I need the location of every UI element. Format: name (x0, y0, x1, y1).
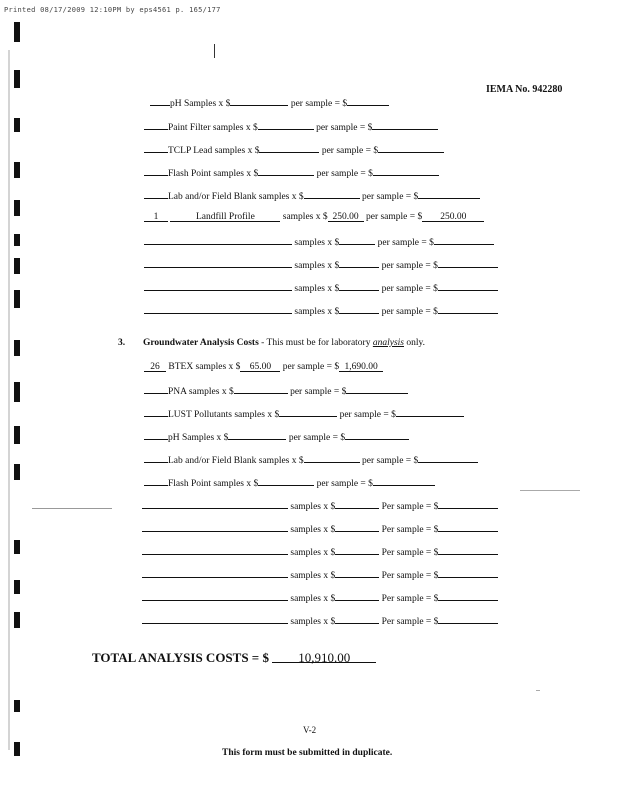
custom-samples-label: samples x $ (290, 548, 336, 558)
soil-item-label: TCLP Lead samples x $ (168, 146, 260, 156)
gw-item-label: Flash Point samples x $ (168, 479, 259, 489)
soil-unit-cost (258, 120, 314, 130)
gw-qty (144, 430, 168, 440)
footer-note: This form must be submitted in duplicate. (222, 748, 393, 758)
section-title: Groundwater Analysis Costs (143, 338, 259, 348)
form-id: IEMA No. 942280 (486, 84, 563, 95)
custom-qty: 1 (144, 212, 168, 222)
soil-unit-cost (230, 96, 288, 106)
soil-row-tclp (144, 143, 444, 156)
custom-unit-cost (339, 258, 379, 268)
gw-qty (144, 407, 168, 417)
gw-unit-cost (304, 453, 360, 463)
custom-total (438, 568, 498, 578)
gw-item-label: LUST Pollutants samples x $ (168, 410, 280, 420)
scan-mark (14, 200, 20, 216)
custom-mid-label: Per sample = $ (381, 548, 439, 558)
soil-row-paint-filter (144, 120, 438, 133)
gw-total (345, 430, 409, 440)
gw-custom-row (142, 568, 498, 581)
custom-mid-label: per sample = $ (381, 261, 438, 271)
custom-samples-label: samples x $ (290, 525, 336, 535)
section-desc-suffix: only. (404, 338, 426, 348)
section-desc-prefix: - This must be for laboratory (258, 338, 373, 348)
custom-samples-label: samples x $ (290, 502, 336, 512)
custom-samples-label: samples x $ (294, 261, 340, 271)
custom-mid-label: per sample = $ (377, 238, 434, 248)
scan-mark (14, 612, 20, 628)
gw-qty (144, 453, 168, 463)
soil-custom-row (144, 304, 498, 317)
gw-custom-row (142, 614, 498, 627)
soil-qty (150, 96, 170, 106)
total-analysis-costs (92, 650, 376, 666)
soil-mid-label: per sample = $ (362, 192, 419, 202)
gw-unit-cost (234, 384, 288, 394)
scan-mark (14, 540, 20, 554)
soil-unit-cost (304, 189, 360, 199)
scan-mark (14, 162, 20, 178)
scan-mark (14, 118, 20, 132)
soil-row-blank (144, 189, 480, 202)
gw-mid-label: per sample = $ (339, 410, 396, 420)
custom-name: Landfill Profile (170, 212, 280, 222)
scan-mark (214, 44, 215, 58)
custom-name (144, 281, 292, 291)
print-stamp: Printed 08/17/2009 12:10PM by eps4561 p. 165/177 (4, 6, 221, 14)
gw-row-btex (144, 362, 383, 372)
gw-custom-row (142, 499, 498, 512)
soil-unit-cost (258, 166, 314, 176)
custom-unit-cost (335, 614, 379, 624)
soil-row-ph (150, 96, 389, 109)
gw-custom-row (142, 545, 498, 558)
custom-total (438, 499, 498, 509)
gw-unit-cost (228, 430, 286, 440)
soil-qty (144, 189, 168, 199)
page-number: V-2 (303, 725, 317, 735)
custom-unit-cost (335, 522, 379, 532)
custom-mid-label: Per sample = $ (381, 594, 439, 604)
gw-mid-label: per sample = $ (316, 479, 373, 489)
soil-mid-label: per sample = $ (290, 99, 348, 109)
custom-name (144, 258, 292, 268)
custom-samples-label: samples x $ (294, 307, 340, 317)
custom-total (438, 591, 498, 601)
custom-samples-label: samples x $ (290, 594, 336, 604)
gw-qty: 26 (144, 362, 166, 372)
custom-unit-cost (335, 545, 379, 555)
custom-mid-label: per sample = $ (381, 284, 438, 294)
custom-name (142, 545, 288, 555)
custom-name (142, 499, 288, 509)
gw-row-flash-point (144, 476, 435, 489)
custom-name (142, 568, 288, 578)
soil-total (347, 96, 389, 106)
gw-total (373, 476, 435, 486)
gw-row-ph (144, 430, 409, 443)
custom-name (144, 235, 292, 245)
gw-mid-label: per sample = $ (282, 362, 340, 372)
custom-unit-cost (339, 235, 375, 245)
custom-name (142, 591, 288, 601)
custom-name (142, 522, 288, 532)
soil-item-label: pH Samples x $ (170, 99, 231, 109)
custom-total (434, 235, 494, 245)
custom-samples-label: samples x $ (294, 238, 340, 248)
scan-mark (520, 490, 580, 491)
custom-mid-label: per sample = $ (365, 212, 423, 222)
custom-samples-label: samples x $ (282, 212, 328, 222)
gw-row-lust (144, 407, 464, 420)
soil-item-label: Lab and/or Field Blank samples x $ (168, 192, 304, 202)
custom-total (438, 614, 498, 624)
custom-samples-label: samples x $ (290, 617, 336, 627)
scan-mark (14, 700, 20, 712)
gw-qty (144, 384, 168, 394)
gw-mid-label: per sample = $ (288, 433, 346, 443)
gw-unit-cost (258, 476, 314, 486)
gw-unit-cost (279, 407, 337, 417)
soil-custom-row (144, 281, 498, 294)
soil-total (373, 166, 439, 176)
custom-mid-label: Per sample = $ (381, 617, 439, 627)
custom-total: 250.00 (422, 212, 484, 222)
scan-mark (14, 22, 20, 42)
gw-total (396, 407, 464, 417)
soil-mid-label: per sample = $ (316, 123, 373, 133)
custom-samples-label: samples x $ (290, 571, 336, 581)
soil-qty (144, 166, 168, 176)
gw-total: 1,690.00 (339, 362, 383, 372)
custom-total (438, 304, 498, 314)
soil-custom-row (144, 235, 494, 248)
scan-mark (14, 580, 20, 594)
gw-custom-row (142, 522, 498, 535)
custom-total (438, 545, 498, 555)
scan-mark (14, 742, 20, 756)
custom-total (438, 281, 498, 291)
scan-mark (14, 70, 20, 88)
custom-total (438, 522, 498, 532)
custom-unit-cost (335, 591, 379, 601)
soil-custom-row (144, 212, 484, 222)
soil-row-flash-point (144, 166, 439, 179)
scan-mark (14, 290, 20, 308)
gw-item-label: BTEX samples x $ (168, 362, 241, 372)
soil-item-label: Paint Filter samples x $ (168, 123, 258, 133)
scan-mark (14, 258, 20, 274)
custom-unit-cost (339, 281, 379, 291)
scan-edge (8, 50, 10, 750)
custom-mid-label: Per sample = $ (381, 525, 439, 535)
gw-total (346, 384, 408, 394)
gw-mid-label: per sample = $ (362, 456, 419, 466)
custom-total (438, 258, 498, 268)
soil-mid-label: per sample = $ (321, 146, 379, 156)
custom-mid-label: per sample = $ (381, 307, 438, 317)
gw-unit-cost: 65.00 (240, 362, 280, 372)
custom-unit-cost (339, 304, 379, 314)
gw-mid-label: per sample = $ (290, 387, 347, 397)
gw-qty (144, 476, 168, 486)
scan-mark (32, 508, 112, 509)
gw-item-label: PNA samples x $ (168, 387, 234, 397)
custom-name (144, 304, 292, 314)
gw-total (418, 453, 478, 463)
total-value: 10,910.00 (272, 650, 376, 663)
soil-mid-label: per sample = $ (316, 169, 373, 179)
section-desc-emph: analysis (372, 338, 404, 348)
soil-total (418, 189, 480, 199)
section-heading (143, 338, 425, 348)
scan-mark (14, 464, 20, 480)
custom-mid-label: Per sample = $ (381, 571, 439, 581)
scan-mark (14, 234, 20, 246)
custom-name (142, 614, 288, 624)
custom-mid-label: Per sample = $ (381, 502, 439, 512)
custom-unit-cost: 250.00 (328, 212, 364, 222)
total-label: TOTAL ANALYSIS COSTS = $ (92, 650, 269, 665)
soil-unit-cost (259, 143, 319, 153)
gw-item-label: Lab and/or Field Blank samples x $ (168, 456, 304, 466)
soil-total (372, 120, 438, 130)
gw-row-pna (144, 384, 408, 397)
soil-total (378, 143, 444, 153)
soil-custom-row (144, 258, 498, 271)
soil-item-label: Flash Point samples x $ (168, 169, 259, 179)
custom-unit-cost (335, 499, 379, 509)
scan-mark (14, 426, 20, 444)
gw-custom-row (142, 591, 498, 604)
custom-unit-cost (335, 568, 379, 578)
gw-row-blank (144, 453, 478, 466)
gw-item-label: pH Samples x $ (168, 433, 229, 443)
scan-mark (14, 340, 20, 356)
scan-mark (14, 382, 20, 402)
section-number: 3. (118, 338, 126, 348)
soil-qty (144, 143, 168, 153)
custom-samples-label: samples x $ (294, 284, 340, 294)
soil-qty (144, 120, 168, 130)
scan-mark (536, 690, 540, 691)
